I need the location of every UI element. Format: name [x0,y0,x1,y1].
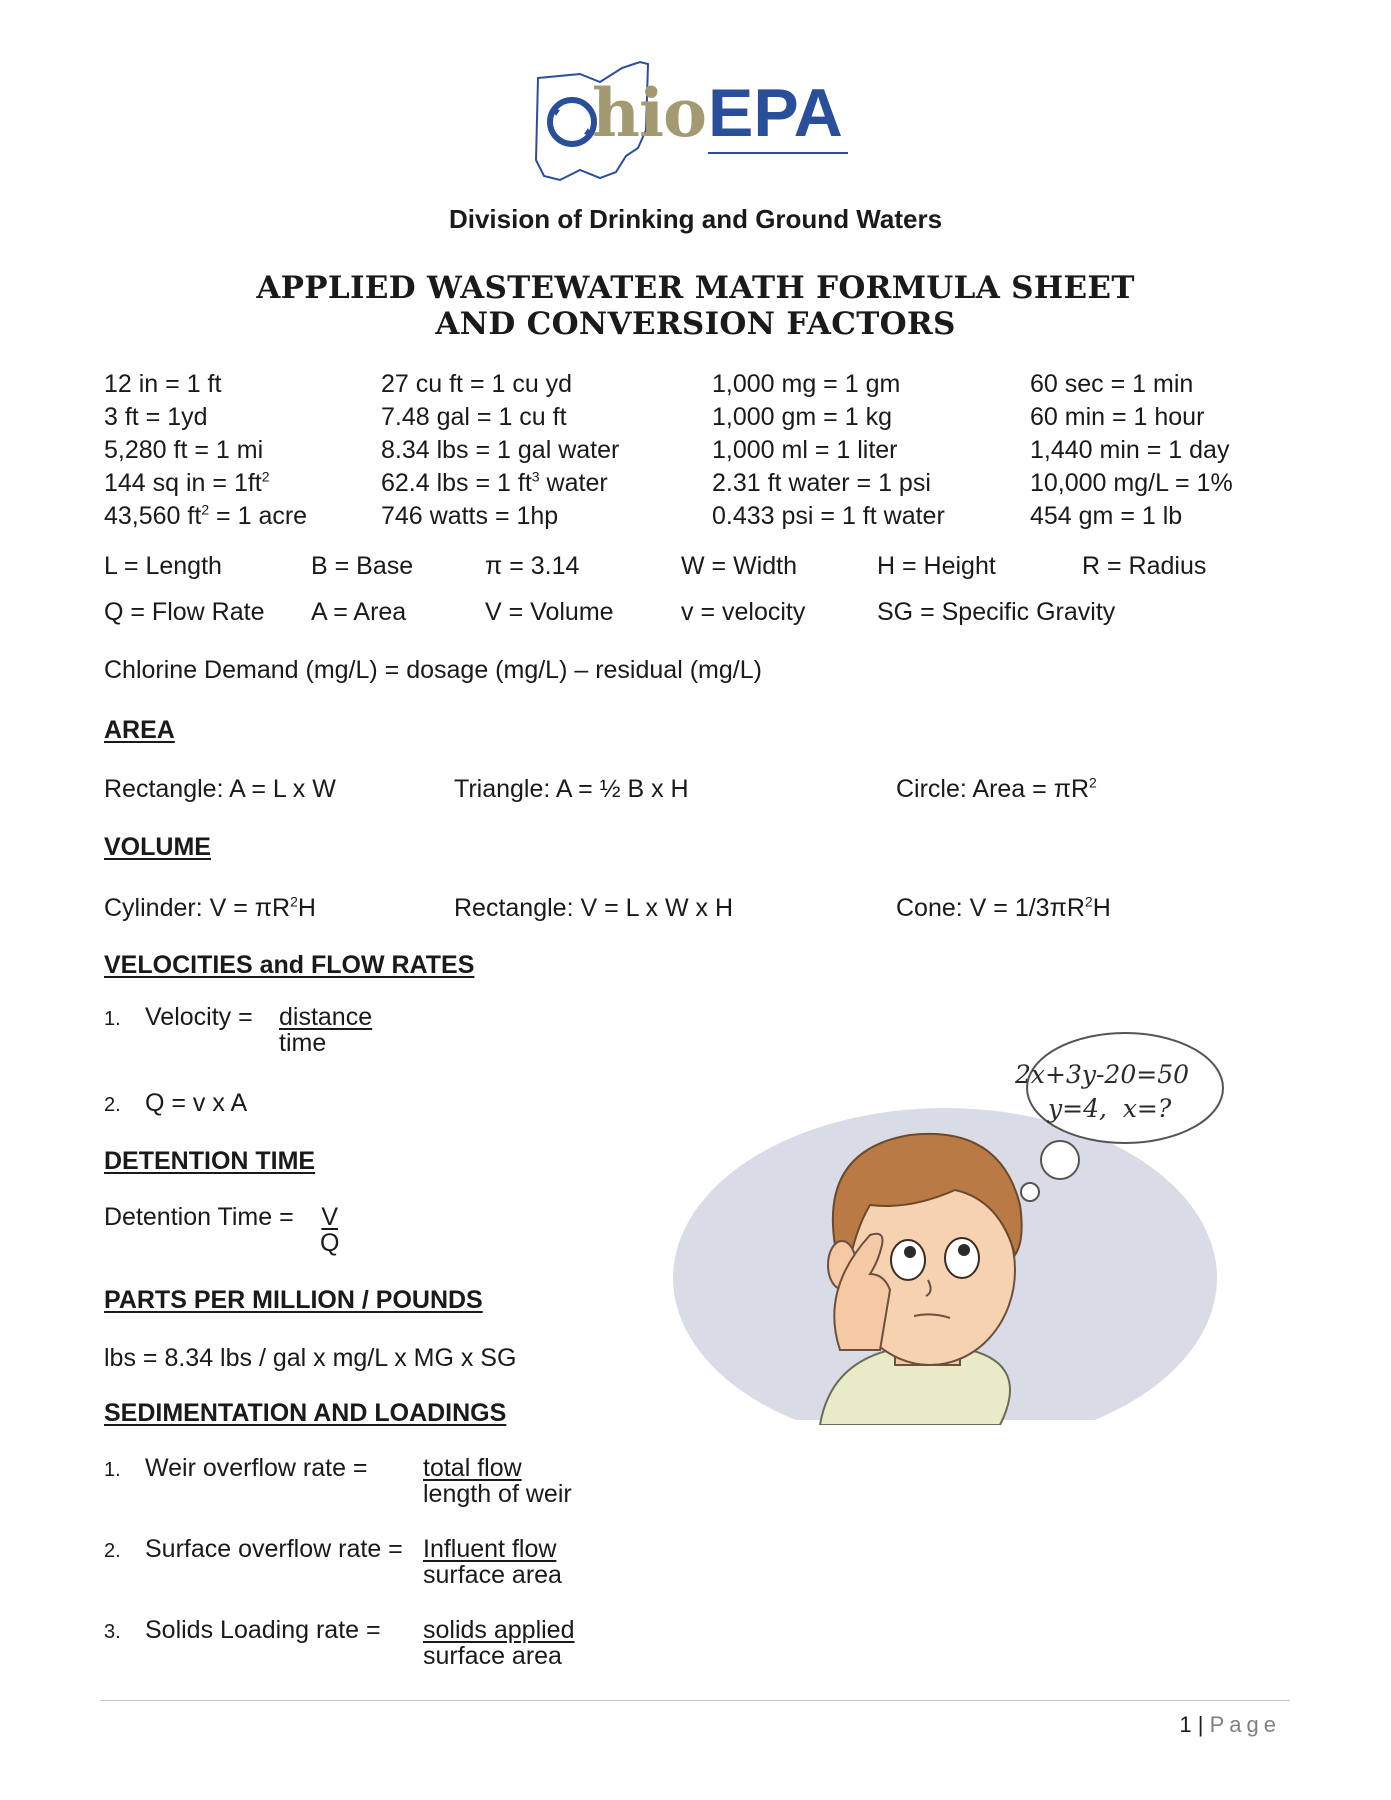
volume-cone-formula: Cone: $V = 1/3\pi R^2H$ [896,893,1111,922]
document-title-line-1: APPLIED WASTEWATER MATH FORMULA SHEET [256,270,1135,306]
velocity-fraction [279,1004,372,1056]
sedimentation-fraction [423,1617,575,1669]
conversion-item: 144 sq in = $1ft^2$ [104,468,270,497]
abbrev-item: V = Volume [485,598,614,626]
conversion-item: 8.34 lbs = 1 gal water [381,436,620,464]
conversion-item: 10,000 mg/L = 1% [1030,469,1233,497]
conversion-item: 1,000 mg = 1 gm [712,370,901,398]
thought-bubble-line-2: y=4, x=? [1048,1094,1172,1123]
conversion-item: 60 min = 1 hour [1030,403,1205,431]
abbrev-item: B = Base [311,552,414,580]
abbrev-item: π = 3.14 [485,552,580,580]
velocities-heading: VELOCITIES and FLOW RATES [104,951,475,979]
list-number: 1. [104,1008,121,1030]
conversion-item: 454 gm = 1 lb [1030,502,1183,530]
conversion-item: 1,000 ml = 1 liter [712,436,898,464]
division-name: Division of Drinking and Ground Waters [448,204,943,234]
thought-bubble-line-1: 2x+3y-20=50 [1015,1060,1189,1089]
sedimentation-heading: SEDIMENTATION AND LOADINGS [104,1399,507,1427]
fraction-numerator: V [321,1203,339,1231]
logo-hio-text: hio [592,74,707,152]
fraction-numerator: solids applied [423,1616,575,1644]
fraction-denominator: Q [320,1229,340,1257]
fraction-numerator: total flow [423,1454,522,1482]
ohio-epa-logo [530,60,860,190]
abbrev-item: W = Width [681,552,797,580]
detention-heading: DETENTION TIME [104,1147,316,1175]
detention-label: Detention Time = [104,1203,294,1231]
conversion-item: 43,560 $ft^2 = 1$ acre [104,501,308,530]
ppm-formula: lbs = 8.34 lbs / gal x mg/L x MG x SG [104,1344,517,1372]
conversion-item: 746 watts = 1hp [381,502,559,530]
fraction-numerator: Influent flow [423,1535,557,1563]
list-number: 1. [104,1459,121,1481]
area-heading: AREA [104,716,175,744]
conversion-item: 62.4 lbs = 1 $ft^3$ water [381,468,608,497]
chlorine-demand-formula: Chlorine Demand (mg/L) = dosage (mg/L) – residual (mg/L) [104,656,762,684]
conversion-item: 0.433 psi = 1 ft water [712,502,945,530]
conversion-item: 3 ft = 1yd [104,403,208,431]
page-footer [1179,1712,1281,1738]
volume-rectangle-formula: Rectangle: V = L x W x H [454,894,734,922]
abbrev-item: A = Area [311,598,407,626]
abbrev-item: R = Radius [1082,552,1207,580]
page-number: 1 [1179,1712,1192,1737]
conversion-item: 1,440 min = 1 day [1030,436,1230,464]
velocity-label: Velocity = [145,1003,253,1031]
sedimentation-fraction [423,1455,572,1507]
ppm-heading: PARTS PER MILLION / POUNDS [104,1286,483,1314]
page-separator: | [1197,1712,1204,1737]
sedimentation-label: Weir overflow rate = [145,1454,368,1482]
area-triangle-formula: Triangle: A = ½ B x H [454,775,689,803]
sedimentation-label: Solids Loading rate = [145,1616,381,1644]
fraction-numerator: distance [279,1003,373,1031]
detention-fraction [320,1204,339,1256]
logo-underline [708,152,848,154]
list-number: 2. [104,1094,121,1116]
sedimentation-fraction [423,1536,562,1588]
conversion-item: 7.48 gal = 1 cu ft [381,403,567,431]
area-circle-formula: Circle: Area = $\pi R^2$ [896,774,1097,803]
area-rectangle-formula: Rectangle: A = L x W [104,775,336,803]
conversion-item: 12 in = 1 ft [104,370,222,398]
flow-rate-formula: Q = v x A [145,1089,248,1117]
document-title-line-2: AND CONVERSION FACTORS [435,306,956,342]
fraction-denominator: length of weir [423,1480,572,1508]
conversion-item: 2.31 ft water = 1 psi [712,469,931,497]
abbrev-item: v = velocity [681,598,806,626]
abbrev-item: L = Length [104,552,222,580]
volume-heading: VOLUME [104,833,211,861]
logo-epa-text: EPA [708,75,843,151]
volume-cylinder-formula: Cylinder: $V = \pi R^2H$ [104,893,316,922]
conversion-item: 27 cu ft = 1 cu yd [381,370,573,398]
list-number: 3. [104,1621,121,1643]
thinking-boy-illustration [670,1030,1230,1425]
abbrev-item: H = Height [877,552,996,580]
page-label: Page [1209,1712,1281,1737]
fraction-denominator: time [279,1029,327,1057]
fraction-denominator: surface area [423,1561,562,1589]
fraction-denominator: surface area [423,1642,562,1670]
sedimentation-label: Surface overflow rate = [145,1535,403,1563]
abbrev-item: Q = Flow Rate [104,598,265,626]
footer-divider [100,1700,1290,1701]
conversion-item: 60 sec = 1 min [1030,370,1194,398]
list-number: 2. [104,1540,121,1562]
abbrev-item: SG = Specific Gravity [877,598,1116,626]
conversion-item: 1,000 gm = 1 kg [712,403,892,431]
conversion-item: 5,280 ft = 1 mi [104,436,264,464]
